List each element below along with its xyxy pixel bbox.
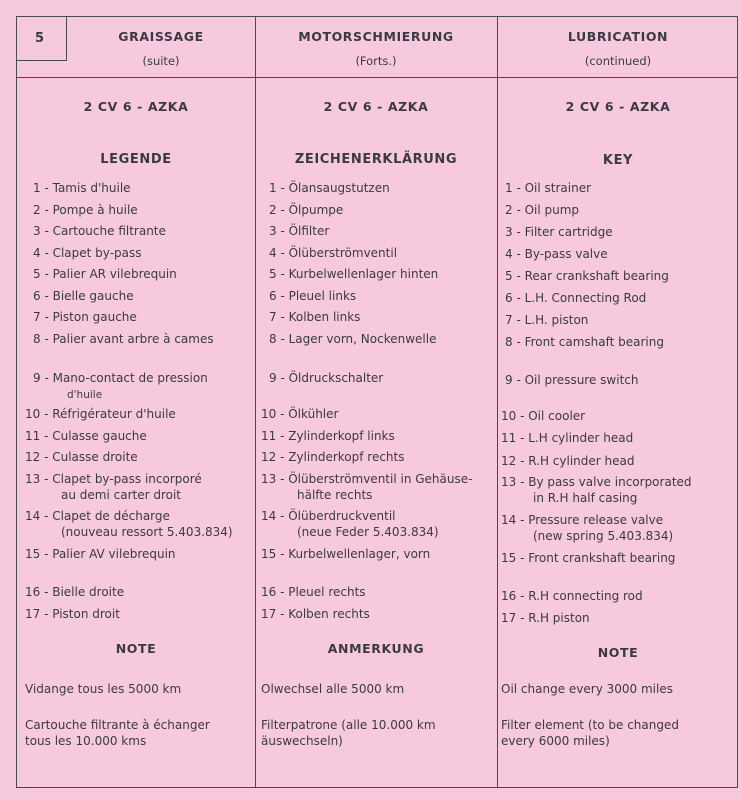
legend-item: 7 - L.H. piston: [505, 313, 589, 327]
model-name: 2 CV 6 - AZKA: [83, 99, 189, 114]
legend-item-continuation: hälfte rechts: [297, 488, 373, 502]
legend-item: 1 - Ölansaugstutzen: [269, 181, 390, 195]
legend-item: 4 - Clapet by-pass: [33, 246, 142, 260]
legend-item: 9 - Mano-contact de pression: [33, 371, 208, 385]
column-english: [497, 17, 739, 787]
legend-item: 12 - Zylinderkopf rechts: [261, 450, 405, 464]
legend-item: 8 - Front camshaft bearing: [505, 335, 664, 349]
legend-item: 2 - Ölpumpe: [269, 203, 344, 217]
legend-item: 7 - Piston gauche: [33, 310, 137, 324]
column-header: LUBRICATION: [567, 29, 669, 44]
legend-item: 6 - Bielle gauche: [33, 289, 134, 303]
legend-item-continuation: (neue Feder 5.403.834): [297, 525, 439, 539]
legend-item: 13 - Ölüberströmventil in Gehäuse-: [261, 472, 473, 486]
column-header: MOTORSCHMIERUNG: [298, 29, 454, 44]
column-subheader: (continued): [584, 54, 652, 68]
legend-item: 15 - Front crankshaft bearing: [501, 551, 676, 565]
legend-item: 11 - L.H cylinder head: [501, 431, 634, 445]
legend-item: 13 - By pass valve incorporated: [501, 475, 692, 489]
legend-item: 9 - Öldruckschalter: [269, 371, 384, 385]
legend-item: 5 - Palier AR vilebrequin: [33, 267, 177, 281]
legend-item: 6 - Pleuel links: [269, 289, 357, 303]
column-header: GRAISSAGE: [118, 29, 204, 44]
page-number: 5: [17, 17, 67, 61]
note-text: tous les 10.000 kms: [25, 734, 147, 748]
note-text: Olwechsel alle 5000 km: [261, 682, 405, 696]
note-text: Filterpatrone (alle 10.000 km: [261, 718, 436, 732]
note-text: äuswechseln): [261, 734, 343, 748]
legend-item: 16 - Pleuel rechts: [261, 585, 366, 599]
legend-item: 5 - Kurbelwellenlager hinten: [269, 267, 439, 281]
legend-item: 3 - Ölfilter: [269, 224, 330, 238]
legend-item: 2 - Pompe à huile: [33, 203, 138, 217]
note-title: NOTE: [597, 645, 639, 660]
legend-item-continuation: au demi carter droit: [61, 488, 181, 502]
legend-item-continuation: (nouveau ressort 5.403.834): [61, 525, 233, 539]
note-text: Filter element (to be changed: [501, 718, 679, 732]
legend-item-continuation: (new spring 5.403.834): [533, 529, 674, 543]
note-text: Cartouche filtrante à échanger: [25, 718, 210, 732]
legend-item: 14 - Clapet de décharge: [25, 509, 170, 523]
legend-item: 11 - Culasse gauche: [25, 429, 147, 443]
legend-item: 1 - Oil strainer: [505, 181, 592, 195]
legend-item: 15 - Kurbelwellenlager, vorn: [261, 547, 431, 561]
note-text: every 6000 miles): [501, 734, 610, 748]
model-name: 2 CV 6 - AZKA: [565, 99, 671, 114]
legend-item: 17 - Kolben rechts: [261, 607, 370, 621]
legend-item: 13 - Clapet by-pass incorporé: [25, 472, 202, 486]
column-german: [255, 17, 497, 787]
legend-item: 10 - Réfrigérateur d'huile: [25, 407, 176, 421]
legend-item: 14 - Pressure release valve: [501, 513, 664, 527]
column-french: [17, 17, 255, 787]
column-subheader: (Forts.): [355, 54, 397, 68]
lubrication-key-table: [16, 16, 738, 788]
legend-item: 4 - Ölüberströmventil: [269, 246, 398, 260]
legend-item: 15 - Palier AV vilebrequin: [25, 547, 176, 561]
model-name: 2 CV 6 - AZKA: [323, 99, 429, 114]
legend-item: 10 - Ölkühler: [261, 407, 339, 421]
legend-item: 16 - R.H connecting rod: [501, 589, 643, 603]
column-subheader: (suite): [142, 54, 180, 68]
legend-item: 12 - R.H cylinder head: [501, 454, 635, 468]
legend-item: 17 - R.H piston: [501, 611, 590, 625]
legend-item: 7 - Kolben links: [269, 310, 361, 324]
legend-item: 4 - By-pass valve: [505, 247, 608, 261]
legend-item: 14 - Ölüberdruckventil: [261, 509, 396, 523]
legend-item: 17 - Piston droit: [25, 607, 120, 621]
note-title: ANMERKUNG: [327, 641, 425, 656]
legend-item-continuation: d'huile: [67, 389, 103, 401]
legend-item: 10 - Oil cooler: [501, 409, 586, 423]
legend-item: 16 - Bielle droite: [25, 585, 125, 599]
legend-title: KEY: [602, 153, 634, 168]
legend-title: ZEICHENERKLÄRUNG: [294, 152, 458, 167]
legend-item: 8 - Palier avant arbre à cames: [33, 332, 214, 346]
legend-item: 3 - Cartouche filtrante: [33, 224, 166, 238]
legend-item: 9 - Oil pressure switch: [505, 373, 639, 387]
legend-item: 12 - Culasse droite: [25, 450, 138, 464]
legend-item: 2 - Oil pump: [505, 203, 580, 217]
legend-item: 8 - Lager vorn, Nockenwelle: [269, 332, 437, 346]
note-title: NOTE: [115, 641, 157, 656]
legend-item: 11 - Zylinderkopf links: [261, 429, 395, 443]
legend-item: 6 - L.H. Connecting Rod: [505, 291, 647, 305]
legend-item: 1 - Tamis d'huile: [33, 181, 131, 195]
legend-item: 5 - Rear crankshaft bearing: [505, 269, 669, 283]
legend-title: LEGENDE: [100, 152, 172, 167]
note-text: Oil change every 3000 miles: [501, 682, 673, 696]
note-text: Vidange tous les 5000 km: [25, 682, 182, 696]
legend-item: 3 - Filter cartridge: [505, 225, 613, 239]
legend-item-continuation: in R.H half casing: [533, 491, 638, 505]
